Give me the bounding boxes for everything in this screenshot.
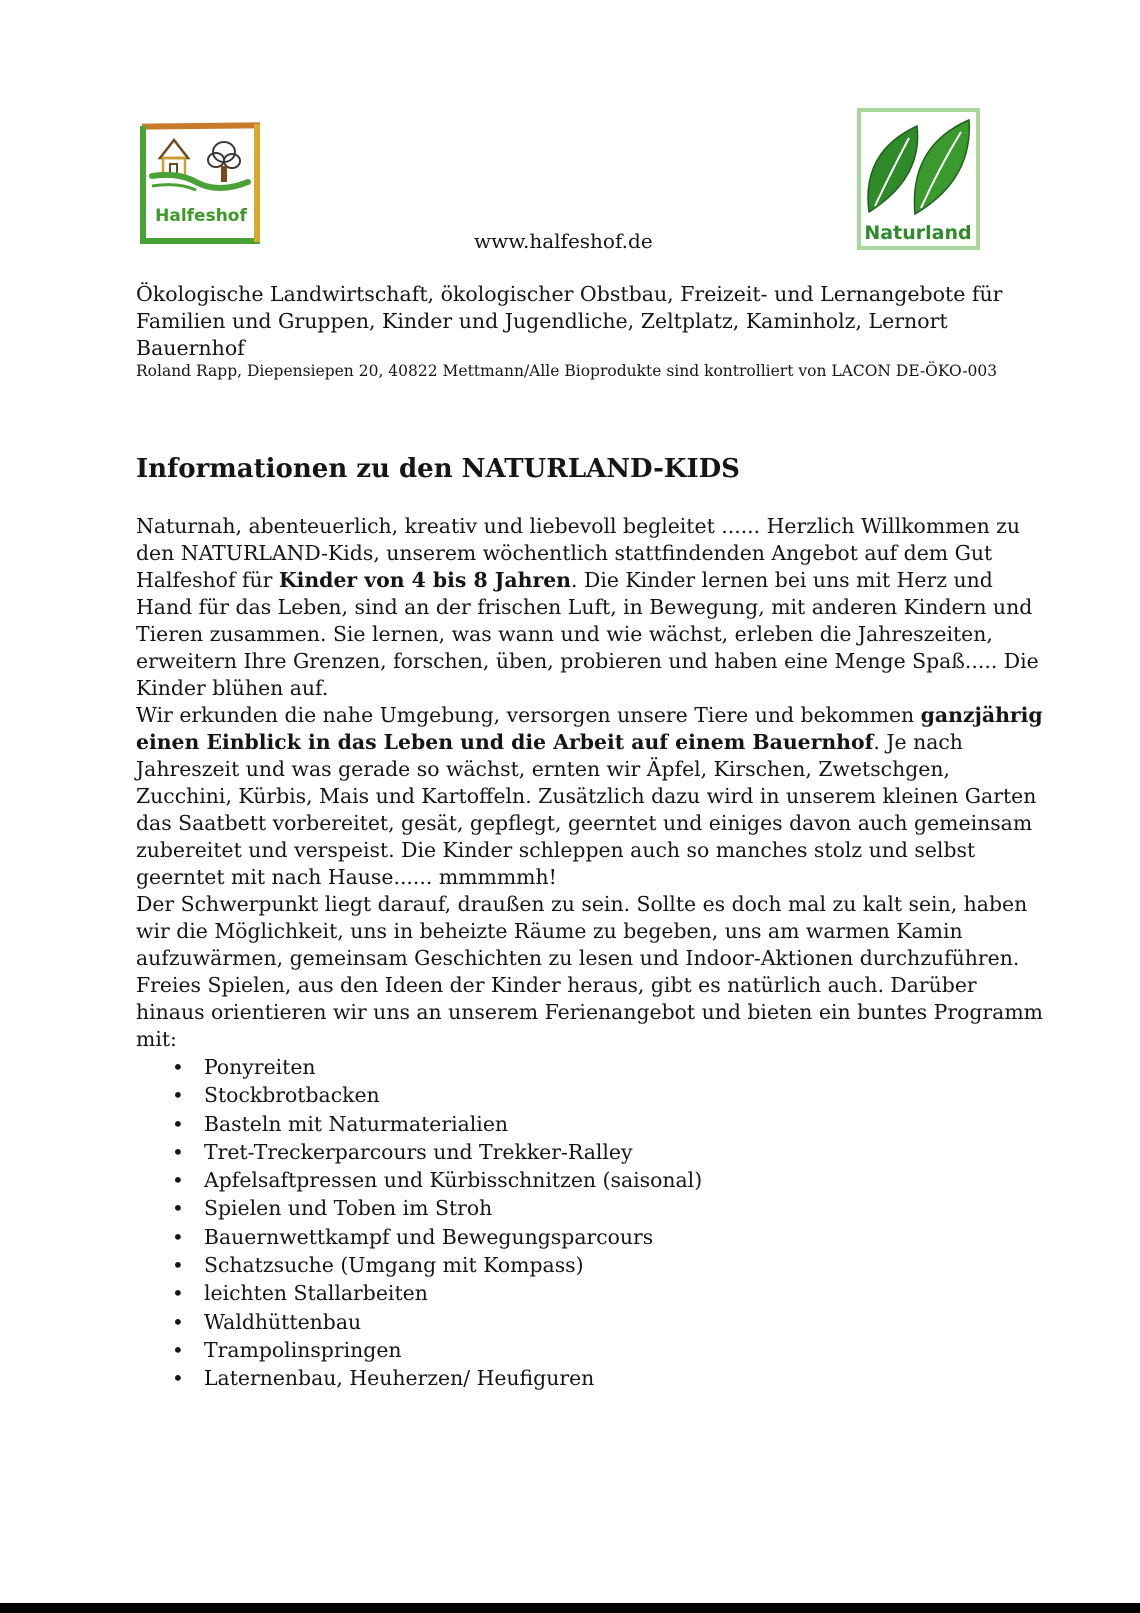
- halfeshof-logo-wordmark: Halfeshof: [155, 206, 247, 226]
- intro-paragraph: [136, 513, 1046, 702]
- list-item: • Basteln mit Naturmaterialien: [136, 1110, 702, 1138]
- address-line: Roland Rapp, Diepensiepen 20, 40822 Mettmann/Alle Bioprodukte sind kontrolliert von LACON DE-ÖKO-003: [136, 362, 998, 380]
- list-item: • Apfelsaftpressen und Kürbisschnitzen (saisonal): [136, 1166, 702, 1194]
- list-item: • Schatzsuche (Umgang mit Kompass): [136, 1251, 702, 1279]
- list-item: • Tret-Treckerparcours und Trekker-Ralley: [136, 1138, 702, 1166]
- focus-paragraph: Der Schwerpunkt liegt darauf, draußen zu sein. Sollte es doch mal zu kalt sein, haben wir die Möglichkeit, uns in beheizte Räume zu begeben, uns am warmen Kamin aufzuwärmen, gemeinsam Geschichten zu lesen und Indoor-Aktionen durchzuführen. Freies Spielen, aus den Ideen der Kinder heraus, gibt es natürlich auch. Darüber hinaus orientieren wir uns an unserem Ferienangebot und bieten ein buntes Programm mit:: [136, 892, 1043, 1051]
- intro-age-range: Kinder von 4 bis 8 Jahren: [278, 568, 572, 592]
- list-item: • Spielen und Toben im Stroh: [136, 1194, 702, 1222]
- list-item: • Bauernwettkampf und Bewegungsparcours: [136, 1223, 702, 1251]
- naturland-logo: [857, 108, 980, 250]
- list-item: • leichten Stallarbeiten: [136, 1279, 702, 1307]
- intro-text-start: Naturnah, abenteuerlich, kreativ und liebevoll begleitet ...... Herzlich Willkommen zu den NATURLAND-Kids, unserem wöchentlich stattfindenden Angebot auf dem Gut Halfeshof für: [136, 514, 1021, 592]
- list-item: • Stockbrotbacken: [136, 1081, 702, 1109]
- website-url[interactable]: www.halfeshof.de: [474, 229, 653, 253]
- farm-life-paragraph: [136, 702, 1046, 891]
- list-item: • Trampolinspringen: [136, 1336, 702, 1364]
- farm-life-highlight: ganzjährig einen Einblick in das Leben und die Arbeit auf einem Bauernhof: [136, 703, 1043, 754]
- list-item: • Laternenbau, Heuherzen/ Heufiguren: [136, 1364, 702, 1392]
- list-item: • Waldhüttenbau: [136, 1308, 702, 1336]
- farm-life-text-end: . Je nach Jahreszeit und was gerade so wächst, ernten wir Äpfel, Kirschen, Zwetschgen, Zucchini, Kürbis, Mais und Kartoffeln. Zusätzlich dazu wird in unserem kleinen Garten das Saatbett vorbereitet, gesät, gepflegt, geerntet und einiges davon auch gemeinsam zubereitet und verspeist. Die Kinder schleppen auch so manches stolz und selbst geerntet mit nach Hause...... mmmmmh!: [136, 730, 1037, 889]
- farm-life-text-start: Wir erkunden die nahe Umgebung, versorgen unsere Tiere und bekommen: [136, 703, 921, 727]
- list-item: • Ponyreiten: [136, 1053, 702, 1081]
- page-bottom-edge: [0, 1603, 1140, 1613]
- naturland-logo-wordmark: Naturland: [864, 222, 972, 244]
- intro-text-end: . Die Kinder lernen bei uns mit Herz und Hand für das Leben, sind an der frischen Luft, in Bewegung, mit anderen Kindern und Tieren zusammen. Sie lernen, was wann und wie wächst, erleben die Jahreszeiten, erweitern Ihre Grenzen, forschen, üben, probieren und haben eine Menge Spaß..... Die Kinder blühen auf.: [136, 568, 1039, 700]
- halfeshof-logo: [138, 120, 264, 247]
- farm-tagline: Ökologische Landwirtschaft, ökologischer Obstbau, Freizeit- und Lernangebote für Familien und Gruppen, Kinder und Jugendliche, Zeltplatz, Kaminholz, Lernort Bauernhof: [136, 282, 1003, 360]
- page-title: Informationen zu den NATURLAND-KIDS: [136, 454, 740, 484]
- activities-list: [136, 1053, 702, 1393]
